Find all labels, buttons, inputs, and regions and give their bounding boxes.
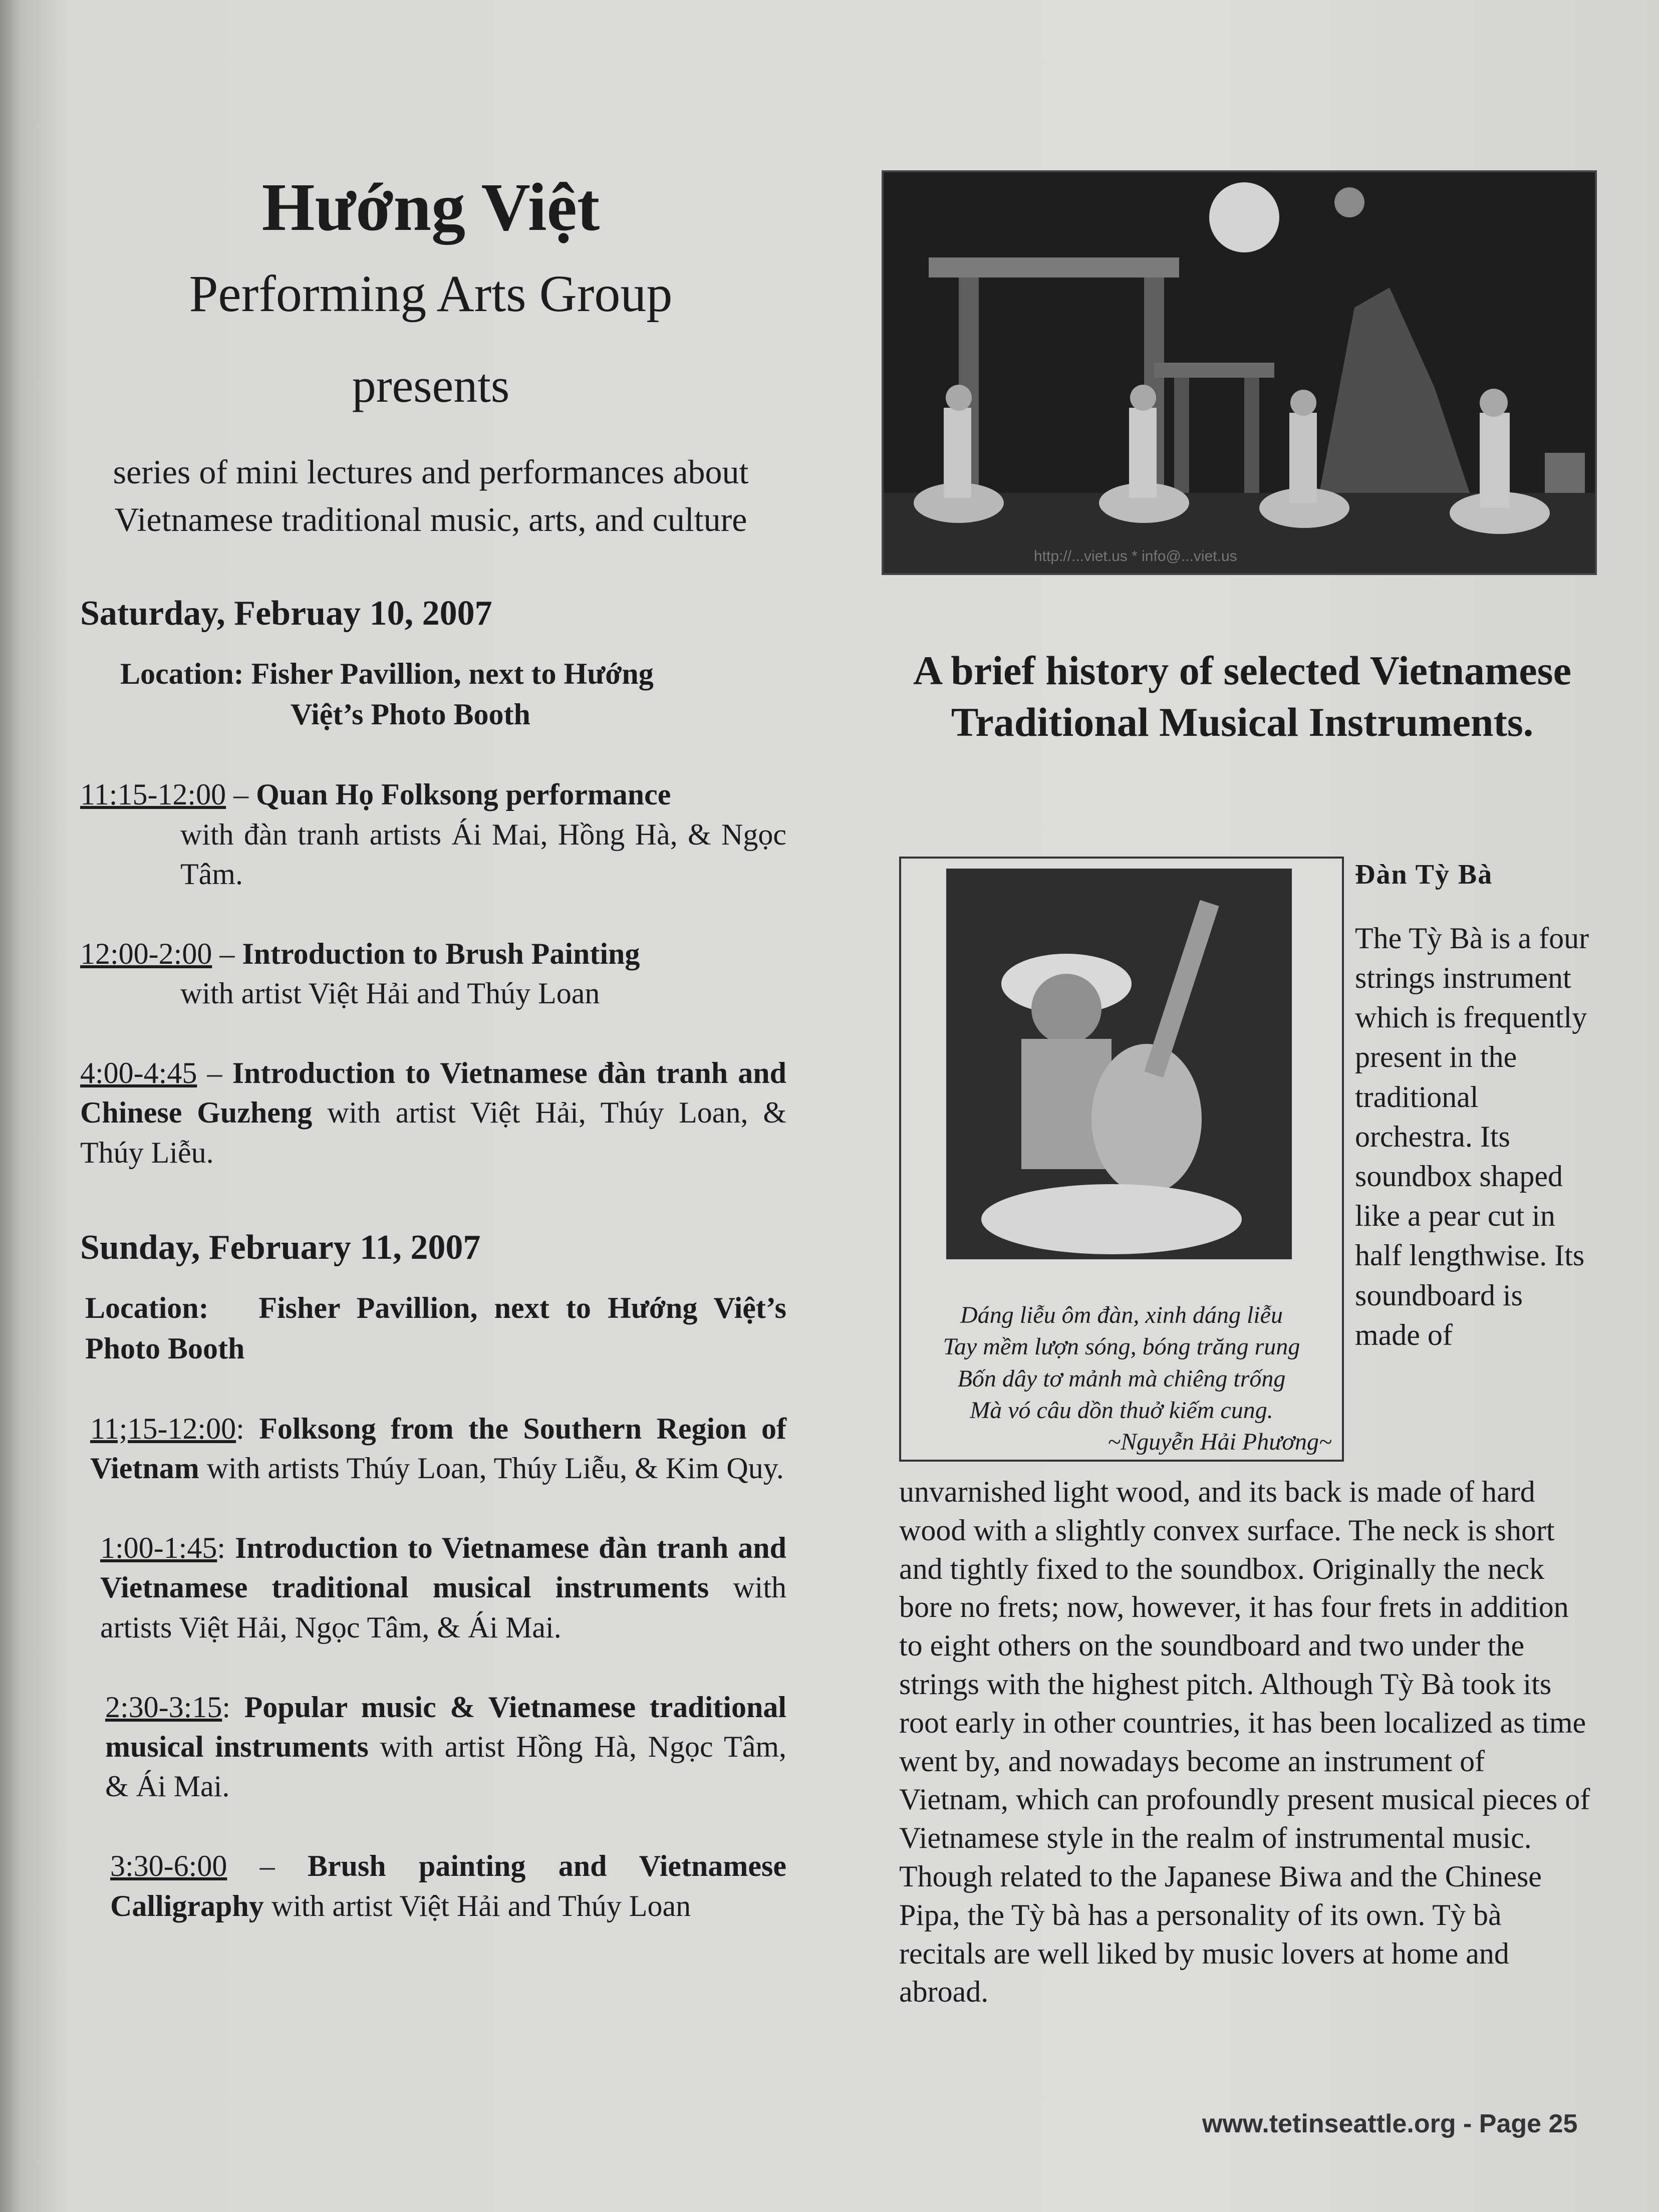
instrument-intro-text: The Tỳ Bà is a four strings instrument which is frequently present in the traditional orchestra. Its soundbox shaped like a pear cut in half lengthwise. Its soundboard is made of	[1355, 921, 1589, 1351]
musician-portrait	[946, 869, 1292, 1259]
event-item: 1:00-1:45: Introduction to Vietnamese đàn tranh and Vietnamese traditional musical instruments with artists Việt Hải, Ngọc Tâm, & Ái Mai.	[100, 1531, 787, 1644]
event-time: 2:30-3:15	[105, 1690, 222, 1724]
event-item: 11;15-12:00: Folksong from the Southern Region of Vietnam with artists Thúy Loan, Thúy Liễu, & Kim Quy.	[90, 1412, 786, 1485]
day1-heading: Saturday, Februay 10, 2007	[80, 594, 492, 633]
location-label: Location:	[120, 657, 244, 691]
series-description: series of mini lectures and performances about Vietnamese traditional music, arts, and culture	[113, 452, 749, 539]
location-text: Fisher Pavillion, next to Hướng	[251, 657, 654, 691]
event-time: 4:00-4:45	[80, 1056, 197, 1090]
dance-photo	[882, 170, 1597, 575]
day1-location	[120, 654, 786, 735]
event-desc: with artist Việt Hải, Thúy Loan, & Thúy Liễu.	[80, 1096, 787, 1169]
instrument-name: Đàn Tỳ Bà	[1355, 859, 1493, 890]
poem-line: Mà vó câu dồn thuở kiếm cung.	[970, 1397, 1273, 1424]
event-title: Introduction to Brush Painting	[242, 937, 640, 970]
event-item: 2:30-3:15: Popular music & Vietnamese traditional musical instruments with artist Hồng Hà, Ngọc Tâm, & Ái Mai.	[105, 1690, 786, 1803]
photo-watermark: http://...viet.us * info@...viet.us	[1034, 548, 1237, 565]
event-desc: with artists Thúy Loan, Thúy Liễu, & Kim Quy.	[206, 1452, 784, 1485]
event-desc: with artist Việt Hải and Thúy Loan	[180, 977, 600, 1010]
event-time: 11:15-12:00	[80, 778, 226, 811]
event-time: 11;15-12:00	[90, 1412, 236, 1445]
instrument-intro	[1355, 857, 1590, 1355]
event-title: Quan Họ Folksong performance	[256, 778, 671, 811]
event-desc: with artists Việt Hải, Ngọc Tâm, & Ái Mai.	[100, 1571, 786, 1644]
poem-line: Dáng liễu ôm đàn, xinh dáng liễu	[960, 1302, 1283, 1328]
event-desc: with đàn tranh artists Ái Mai, Hồng Hà, & Ngọc Tâm.	[180, 817, 786, 891]
org-name: Hướng Việt	[261, 170, 600, 245]
left-column	[75, 140, 786, 1926]
poem-line: Bốn dây tơ mảnh mà chiêng trống	[957, 1365, 1286, 1392]
day2-location	[85, 1288, 786, 1369]
page-footer: www.tetinseattle.org - Page 25	[1202, 2109, 1578, 2138]
org-subtitle: Performing Arts Group	[189, 264, 673, 323]
event-time: 3:30-6:00	[110, 1849, 227, 1883]
event-item: 12:00-2:00 – Introduction to Brush Painting with artist Việt Hải and Thúy Loan	[80, 934, 786, 1013]
day2-heading: Sunday, February 11, 2007	[80, 1228, 481, 1267]
event-title: Introduction to Vietnamese đàn tranh and Vietnamese traditional musical instruments	[100, 1531, 787, 1604]
article-title: A brief history of selected Vietnamese Traditional Musical Instruments.	[913, 648, 1571, 745]
event-item: 11:15-12:00 – Quan Họ Folksong performance with đàn tranh artists Ái Mai, Hồng Hà, & Ngọc Tâm.	[80, 775, 786, 894]
location-label: Location:	[85, 1291, 209, 1324]
event-time: 12:00-2:00	[80, 937, 212, 970]
presents-label: presents	[352, 358, 510, 412]
poem-line: Tay mềm lượn sóng, bóng trăng rung	[943, 1333, 1300, 1360]
event-time: 1:00-1:45	[100, 1531, 217, 1565]
dance-photo-illustration	[884, 172, 1595, 573]
event-title: Introduction to Vietnamese đàn tranh and Chinese Guzheng	[80, 1056, 787, 1130]
event-desc: with artist Hồng Hà, Ngọc Tâm, & Ái Mai.	[105, 1730, 786, 1803]
location-text-cont: Việt’s Photo Booth	[291, 698, 530, 731]
poem-author: ~Nguyễn Hải Phương~	[1108, 1429, 1332, 1456]
musician-illustration	[946, 869, 1292, 1259]
event-desc: with artist Việt Hải and Thúy Loan	[271, 1889, 691, 1922]
figure-box	[899, 857, 1344, 1462]
event-title: Brush painting and Vietnamese Calligraphy	[110, 1849, 787, 1922]
event-title: Folksong from the Southern Region of Vietnam	[90, 1412, 786, 1485]
article-body: unvarnished light wood, and its back is made of hard wood with a slightly convex surface. The neck is short and tightly fixed to the soundbox. Originally the neck bore no frets; now, however, it has four frets in addition to eight others on the soundboard and two under the strings with the highest pitch. Although Tỳ Bà took its root early in other countries, it has been localized as time went by, and nowadays become an instrument of Vietnam, which can profoundly present musical pieces of Vietnamese style in the realm of instrumental music. Though related to the Japanese Biwa and the Chinese Pipa, the Tỳ bà has a personality of its own. Tỳ bà recitals are well liked by music lovers at home and abroad.	[899, 1475, 1590, 2009]
event-item: 4:00-4:45 – Introduction to Vietnamese đàn tranh and Chinese Guzheng with artist Việt Hải, Thúy Loan, & Thúy Liễu.	[80, 1056, 787, 1169]
event-item: 3:30-6:00 – Brush painting and Vietnamese Calligraphy with artist Việt Hải and Thúy Loan	[110, 1849, 787, 1922]
location-text: Fisher Pavillion, next to Hướng Việt’s Photo Booth	[85, 1291, 786, 1365]
right-column	[882, 170, 1603, 2009]
poem	[906, 1299, 1337, 1458]
event-title: Popular music & Vietnamese traditional musical instruments	[105, 1690, 786, 1763]
